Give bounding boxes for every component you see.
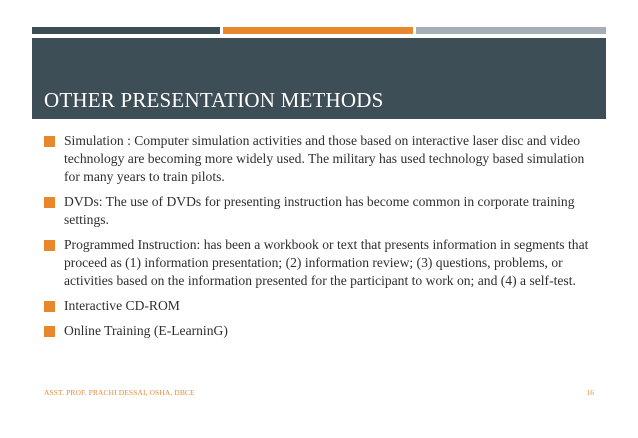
- bullet-item: [44, 193, 592, 229]
- footer-author: ASST. PROF. PRACHI DESSAI, OSHA, DBCE: [44, 388, 195, 397]
- square-bullet-icon: [44, 326, 55, 337]
- header-stripe-dark: [32, 27, 220, 34]
- bullet-item: [44, 236, 592, 290]
- bullet-text: Online Training (E-LearninG): [64, 323, 228, 338]
- slide-title: OTHER PRESENTATION METHODS: [44, 88, 384, 112]
- square-bullet-icon: [44, 197, 55, 208]
- square-bullet-icon: [44, 301, 55, 312]
- bullet-text: Interactive CD-ROM: [64, 298, 180, 313]
- bullet-text: DVDs: The use of DVDs for presenting instruction has become common in corporate training settings.: [64, 194, 575, 227]
- header-stripe-gray: [416, 27, 606, 34]
- title-band: [32, 38, 606, 119]
- square-bullet-icon: [44, 240, 55, 251]
- header-stripe-bar: [32, 27, 606, 34]
- square-bullet-icon: [44, 136, 55, 147]
- bullet-text: Programmed Instruction: has been a workbook or text that presents information in segments that proceed as (1) information presentation; (2) information review; (3) questions, problems, or activities based on the information presented for the participant to work on; and (4) a self-test.: [64, 237, 589, 288]
- page-number: 16: [586, 388, 594, 397]
- bullet-list: [44, 132, 592, 347]
- bullet-item: [44, 322, 592, 340]
- bullet-item: [44, 132, 592, 186]
- header-stripe-orange: [223, 27, 413, 34]
- bullet-item: [44, 297, 592, 315]
- bullet-text: Simulation : Computer simulation activities and those based on interactive laser disc and video technology are becoming more widely used. The military has used technology based simulation for many years to train pilots.: [64, 133, 585, 184]
